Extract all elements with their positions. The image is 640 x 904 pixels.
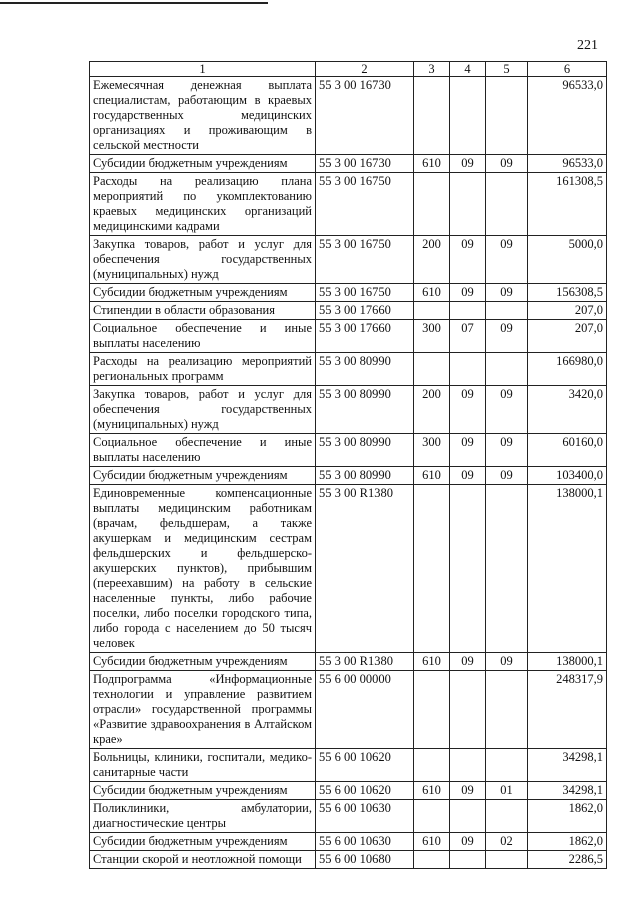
row-name-cell: Единовременные компенсационные выплаты медицинским работникам (врачам, фельдшерам, а также акушеркам и медицинским сестрам фельдшерских и фельдшерско-акушерских пунктов), прибывшим (переехавшим) на работу в сельские населенные пункты, либо рабочие поселки, либо поселки городского типа, либо города с населением до 50 тысяч человек xyxy=(90,485,316,653)
row-expense-type-cell: 610 xyxy=(414,467,450,485)
row-amount-cell: 156308,5 xyxy=(528,284,607,302)
row-subsection-cell: 09 xyxy=(486,284,528,302)
row-code-cell: 55 3 00 16750 xyxy=(316,173,414,236)
row-amount-cell: 103400,0 xyxy=(528,467,607,485)
table-row xyxy=(90,782,607,800)
table-row xyxy=(90,653,607,671)
row-subsection-cell: 09 xyxy=(486,653,528,671)
row-subsection-cell xyxy=(486,173,528,236)
table-row xyxy=(90,302,607,320)
row-expense-type-cell: 300 xyxy=(414,320,450,353)
row-amount-cell: 248317,9 xyxy=(528,671,607,749)
row-subsection-cell xyxy=(486,77,528,155)
row-subsection-cell: 09 xyxy=(486,236,528,284)
table-row xyxy=(90,320,607,353)
row-name-cell: Субсидии бюджетным учреждениям xyxy=(90,155,316,173)
row-section-cell: 09 xyxy=(450,782,486,800)
row-subsection-cell xyxy=(486,353,528,386)
row-section-cell xyxy=(450,353,486,386)
table-row xyxy=(90,155,607,173)
row-name-cell: Закупка товаров, работ и услуг для обеспечения государственных (муниципальных) нужд xyxy=(90,236,316,284)
row-code-cell: 55 6 00 00000 xyxy=(316,671,414,749)
table-row xyxy=(90,833,607,851)
row-expense-type-cell xyxy=(414,77,450,155)
row-expense-type-cell: 200 xyxy=(414,236,450,284)
row-expense-type-cell xyxy=(414,800,450,833)
row-code-cell: 55 3 00 R1380 xyxy=(316,653,414,671)
row-code-cell: 55 3 00 R1380 xyxy=(316,485,414,653)
row-subsection-cell xyxy=(486,800,528,833)
row-amount-cell: 60160,0 xyxy=(528,434,607,467)
row-subsection-cell xyxy=(486,749,528,782)
row-expense-type-cell: 610 xyxy=(414,833,450,851)
row-amount-cell: 207,0 xyxy=(528,302,607,320)
row-code-cell: 55 3 00 80990 xyxy=(316,434,414,467)
row-name-cell: Больницы, клиники, госпитали, медико-санитарные части xyxy=(90,749,316,782)
row-section-cell xyxy=(450,485,486,653)
row-section-cell: 09 xyxy=(450,467,486,485)
row-expense-type-cell xyxy=(414,353,450,386)
row-expense-type-cell xyxy=(414,485,450,653)
row-expense-type-cell xyxy=(414,173,450,236)
row-subsection-cell: 09 xyxy=(486,467,528,485)
page-number: 221 xyxy=(577,38,598,53)
row-code-cell: 55 3 00 80990 xyxy=(316,386,414,434)
header-cell-amount: 6 xyxy=(528,62,607,77)
table-row xyxy=(90,434,607,467)
row-code-cell: 55 3 00 16730 xyxy=(316,77,414,155)
row-expense-type-cell: 610 xyxy=(414,653,450,671)
table-row xyxy=(90,485,607,653)
row-amount-cell: 1862,0 xyxy=(528,800,607,833)
row-amount-cell: 138000,1 xyxy=(528,485,607,653)
row-name-cell: Поликлиники, амбулатории, диагностические центры xyxy=(90,800,316,833)
row-name-cell: Субсидии бюджетным учреждениям xyxy=(90,833,316,851)
budget-table xyxy=(89,61,607,869)
row-code-cell: 55 3 00 80990 xyxy=(316,353,414,386)
row-code-cell: 55 3 00 16750 xyxy=(316,284,414,302)
row-expense-type-cell xyxy=(414,671,450,749)
row-code-cell: 55 3 00 80990 xyxy=(316,467,414,485)
row-amount-cell: 161308,5 xyxy=(528,173,607,236)
row-subsection-cell xyxy=(486,671,528,749)
row-section-cell: 09 xyxy=(450,284,486,302)
row-amount-cell: 3420,0 xyxy=(528,386,607,434)
row-name-cell: Субсидии бюджетным учреждениям xyxy=(90,284,316,302)
row-code-cell: 55 3 00 17660 xyxy=(316,320,414,353)
header-cell-csr: 2 xyxy=(316,62,414,77)
row-subsection-cell: 09 xyxy=(486,155,528,173)
table-row xyxy=(90,749,607,782)
row-amount-cell: 1862,0 xyxy=(528,833,607,851)
table-row xyxy=(90,173,607,236)
row-name-cell: Субсидии бюджетным учреждениям xyxy=(90,782,316,800)
row-expense-type-cell: 610 xyxy=(414,782,450,800)
row-section-cell xyxy=(450,302,486,320)
table-row xyxy=(90,284,607,302)
row-subsection-cell: 09 xyxy=(486,434,528,467)
row-code-cell: 55 3 00 16730 xyxy=(316,155,414,173)
row-code-cell: 55 6 00 10630 xyxy=(316,833,414,851)
header-cell-name: 1 xyxy=(90,62,316,77)
row-subsection-cell: 01 xyxy=(486,782,528,800)
row-section-cell: 09 xyxy=(450,386,486,434)
row-code-cell: 55 3 00 17660 xyxy=(316,302,414,320)
row-subsection-cell xyxy=(486,485,528,653)
top-rule xyxy=(0,2,268,4)
row-section-cell xyxy=(450,800,486,833)
table-row xyxy=(90,671,607,749)
row-name-cell: Социальное обеспечение и иные выплаты населению xyxy=(90,434,316,467)
row-name-cell: Социальное обеспечение и иные выплаты населению xyxy=(90,320,316,353)
row-code-cell: 55 6 00 10630 xyxy=(316,800,414,833)
row-expense-type-cell xyxy=(414,851,450,869)
row-name-cell: Стипендии в области образования xyxy=(90,302,316,320)
row-amount-cell: 207,0 xyxy=(528,320,607,353)
row-section-cell: 09 xyxy=(450,155,486,173)
row-subsection-cell: 09 xyxy=(486,386,528,434)
row-section-cell xyxy=(450,77,486,155)
row-section-cell: 09 xyxy=(450,236,486,284)
row-code-cell: 55 3 00 16750 xyxy=(316,236,414,284)
row-subsection-cell: 09 xyxy=(486,320,528,353)
row-amount-cell: 96533,0 xyxy=(528,77,607,155)
row-section-cell xyxy=(450,671,486,749)
row-name-cell: Станции скорой и неотложной помощи xyxy=(90,851,316,869)
row-amount-cell: 138000,1 xyxy=(528,653,607,671)
row-amount-cell: 5000,0 xyxy=(528,236,607,284)
table-row xyxy=(90,236,607,284)
row-code-cell: 55 6 00 10620 xyxy=(316,749,414,782)
table-row xyxy=(90,77,607,155)
row-section-cell xyxy=(450,173,486,236)
row-amount-cell: 34298,1 xyxy=(528,782,607,800)
header-cell-vr: 3 xyxy=(414,62,450,77)
row-name-cell: Расходы на реализацию мероприятий региональных программ xyxy=(90,353,316,386)
row-name-cell: Подпрограмма «Информационные технологии и управление развитием отрасли» государственной программы «Развитие здравоохранения в Алтайском крае» xyxy=(90,671,316,749)
row-expense-type-cell xyxy=(414,302,450,320)
row-subsection-cell xyxy=(486,302,528,320)
row-amount-cell: 166980,0 xyxy=(528,353,607,386)
row-subsection-cell: 02 xyxy=(486,833,528,851)
row-section-cell: 09 xyxy=(450,653,486,671)
row-expense-type-cell xyxy=(414,749,450,782)
row-expense-type-cell: 610 xyxy=(414,284,450,302)
row-name-cell: Закупка товаров, работ и услуг для обеспечения государственных (муниципальных) нужд xyxy=(90,386,316,434)
row-name-cell: Субсидии бюджетным учреждениям xyxy=(90,653,316,671)
row-amount-cell: 34298,1 xyxy=(528,749,607,782)
row-section-cell: 07 xyxy=(450,320,486,353)
row-section-cell: 09 xyxy=(450,434,486,467)
row-expense-type-cell: 200 xyxy=(414,386,450,434)
row-code-cell: 55 6 00 10680 xyxy=(316,851,414,869)
table-row xyxy=(90,386,607,434)
row-name-cell: Ежемесячная денежная выплата специалистам, работающим в краевых государственных медицинских организациях и проживающим в сельской местности xyxy=(90,77,316,155)
row-amount-cell: 96533,0 xyxy=(528,155,607,173)
row-name-cell: Расходы на реализацию плана мероприятий по укомплектованию краевых медицинских организаций медицинскими кадрами xyxy=(90,173,316,236)
table-row xyxy=(90,467,607,485)
row-subsection-cell xyxy=(486,851,528,869)
table-body xyxy=(90,77,607,869)
row-amount-cell: 2286,5 xyxy=(528,851,607,869)
header-cell-pr: 5 xyxy=(486,62,528,77)
row-section-cell: 09 xyxy=(450,833,486,851)
header-cell-rz: 4 xyxy=(450,62,486,77)
row-section-cell xyxy=(450,749,486,782)
row-expense-type-cell: 300 xyxy=(414,434,450,467)
table-row xyxy=(90,800,607,833)
row-name-cell: Субсидии бюджетным учреждениям xyxy=(90,467,316,485)
header-row xyxy=(90,62,607,77)
table-row xyxy=(90,851,607,869)
row-expense-type-cell: 610 xyxy=(414,155,450,173)
table-row xyxy=(90,353,607,386)
row-section-cell xyxy=(450,851,486,869)
row-code-cell: 55 6 00 10620 xyxy=(316,782,414,800)
